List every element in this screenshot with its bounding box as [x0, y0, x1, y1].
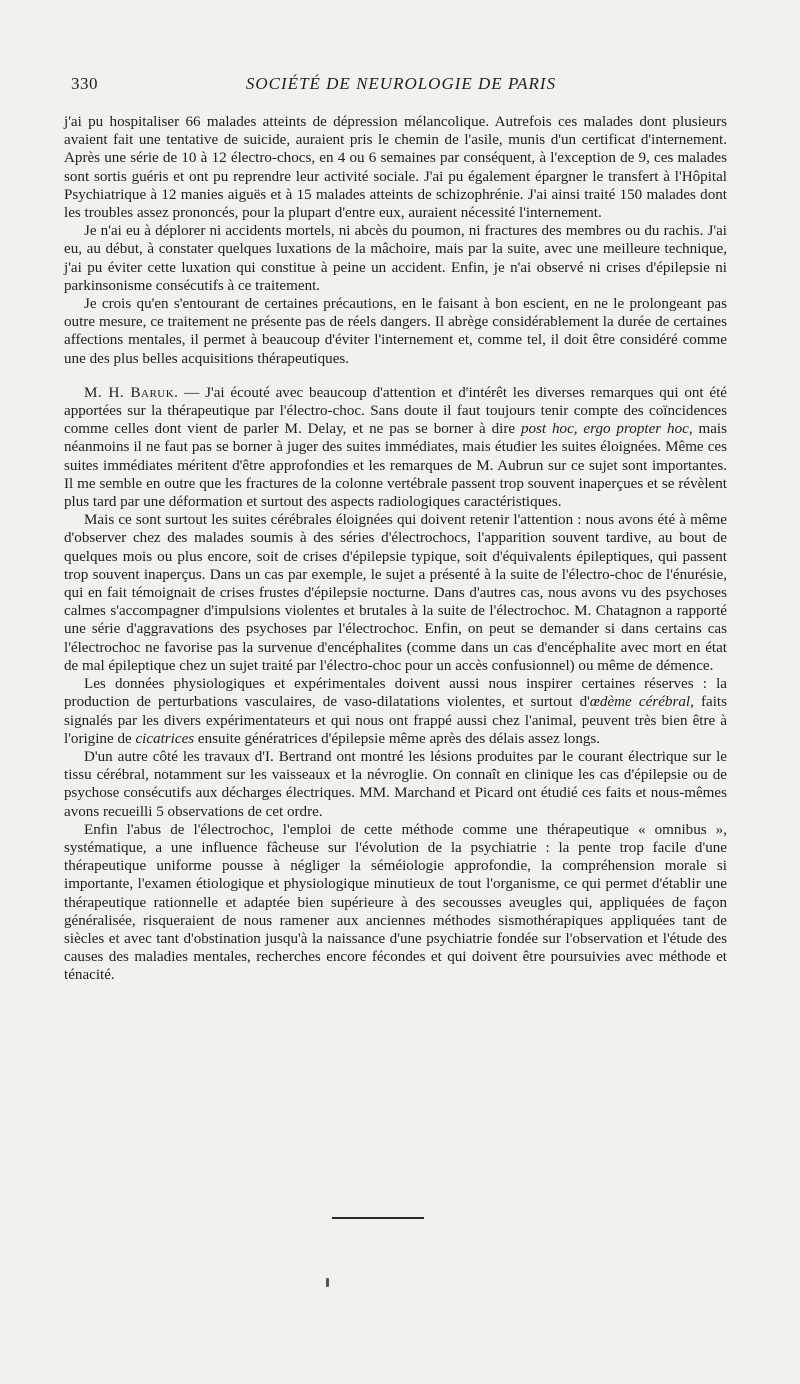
page-number: 330: [71, 74, 98, 93]
speaker-name: M. H. Baruk.: [84, 384, 179, 401]
paragraph-6-part-b: faits signalés par les divers expérimentateurs et qui nous ont frappé aussi chez l'animal, peuvent très bien être à l'origine de: [64, 694, 728, 747]
latin-phrase: post hoc, ergo propter hoc,: [520, 421, 693, 438]
paragraph-6: [64, 675, 727, 748]
paragraph-1: j'ai pu hospitaliser 66 malades atteints de dépression mélancolique. Autrefois ces malades dont plusieurs avaient fait une tentative de suicide, auraient pris le chemin de l'asile, munis d'un certificat d'internement. Après une série de 10 à 12 électro-chocs, en 4 ou 6 semaines par conséquent, à l'exception de 9, ces malades sont sortis guéris et ont pu reprendre leur activité sociale. J'ai pu également épargner le transfert à l'Hôpital Psychiatrique à 12 manies aiguës et à 15 malades atteints de schizophrénie. J'ai ainsi traité 150 malades dont les troubles assez prononcés, pour la plupart d'entre eux, auraient nécessité l'internement.: [64, 114, 727, 222]
section-separator-rule: [332, 1217, 424, 1219]
paragraph-8: Enfin l'abus de l'électrochoc, l'emploi de cette méthode comme une thérapeutique « omnibus », systématique, a une influence fâcheuse sur l'évolution de la psychiatrie : la pente trop facile d'une thérapeutique uniforme pousse à négliger la séméiologie approfondie, la compréhension morale si importante, l'examen étiologique et physiologique minutieux de tout l'organisme, ce qui permet d'établir une thérapeutique rationnelle et adaptée bien supérieure à des secousses aveugles qui, appliquées de façon généralisée, risqueraient de nous ramener aux anciennes méthodes sismothérapiques appliquées tant de siècles et avec tant d'obstination jusqu'à la naissance d'une psychiatrie fondée sur l'observation et l'étude des causes des maladies mentales, recherches encore fécondes et qui doivent être poursuivies avec méthode et ténacité.: [64, 821, 727, 984]
italic-term-cicatrices: cicatrices: [135, 730, 195, 747]
paragraph-2: Je n'ai eu à déplorer ni accidents mortels, ni abcès du poumon, ni fractures des membres ou du rachis. J'ai eu, au début, à constater quelques luxations de la mâchoire, mais par la suite, avec une meilleure technique, j'ai pu éviter cette luxation qui constitue à peine un accident. Enfin, je n'ai observé ni crises d'épilepsie ni parkinsonisme consécutifs à ce traitement.: [64, 223, 727, 294]
body-text: [64, 113, 727, 985]
italic-term-oedeme: œdème cérébral,: [589, 694, 694, 711]
ink-speck: [326, 1278, 329, 1287]
paragraph-3: Je crois qu'en s'entourant de certaines précautions, en le faisant à bon escient, en ne le prolongeant pas outre mesure, ce traitement ne présente pas de réels dangers. Il abrège considérablement la durée de certaines affections mentales, il permet à beaucoup d'éviter l'internement et, comme tel, il doit être considéré comme une des plus belles acquisitions thérapeutiques.: [64, 296, 727, 367]
paragraph-6-part-a: Les données physiologiques et expérimentales doivent aussi nous inspirer certaines réserves : la production de perturbations vasculaires, de vaso-dilatations violentes, et surtout d': [64, 676, 727, 711]
paragraph-4-part-a: — J'ai écouté avec beaucoup d'attention et d'intérêt les diverses remarques qui ont été apportées sur la thérapeutique par l'électro-choc. Sans doute il faut toujours tenir compte des coïncidences comme celles dont vient de parler M. Delay, et ne pas se borner à dire: [64, 384, 727, 438]
paragraph-4: [64, 384, 727, 511]
paragraph-5: Mais ce sont surtout les suites cérébrales éloignées qui doivent retenir l'attention : nous avons été à même d'observer chez des malades soumis à des séries d'électrochocs, l'apparition souvent tardive, au bout de quelques mois ou plus encore, soit de crises d'épilepsie typique, soit d'équivalents épileptiques, qui passent trop souvent inaperçus. Dans un cas par exemple, le sujet a présenté à la suite de l'électro-choc de l'énurésie, qui en fait témoignait de crises frustes d'épilepsie nocturne. Dans d'autres cas, nous avons vu des psychoses calmes s'accompagner d'impulsions violentes et brutales à la suite de l'électrochoc. M. Chatagnon a rapporté une série d'aggravations des psychoses par l'électrochoc. Enfin, on peut se demander si dans certains cas l'électrochoc ne favorise pas la survenue d'encéphalites (comme dans un cas d'encéphalite avec mort en état de mal épileptique chez un sujet traité par l'électro-choc pour un accès confusionnel) ou même de démence.: [64, 512, 727, 674]
running-head: SOCIÉTÉ DE NEUROLOGIE DE PARIS: [245, 74, 557, 93]
paragraph-6-part-c: ensuite génératrices d'épilepsie même après des délais assez longs.: [194, 730, 601, 747]
paragraph-4-part-b: mais néanmoins il ne faut pas se borner à juger des suites immédiates, mais étudier les suites éloignées. Même ces suites immédiates méritent d'être approfondies et les remarques de M. Aubrun sur ce sujet sont importantes. Il me semble en outre que les fractures de la colonne vertébrale passent trop souvent inaperçues et se révèlent plus tard par une déformation et surtout des aspects radiologiques caractéristiques.: [64, 421, 728, 511]
page-header: [71, 74, 731, 104]
paragraph-7: D'un autre côté les travaux d'I. Bertrand ont montré les lésions produites par le courant électrique sur le tissu cérébral, notamment sur les vaisseaux et la névroglie. On connaît en clinique les cas d'épilepsie ou de psychose consécutifs aux décharges électriques. MM. Marchand et Picard ont étudié ces faits et nous-mêmes avons recueilli 5 observations de cet ordre.: [64, 748, 727, 820]
